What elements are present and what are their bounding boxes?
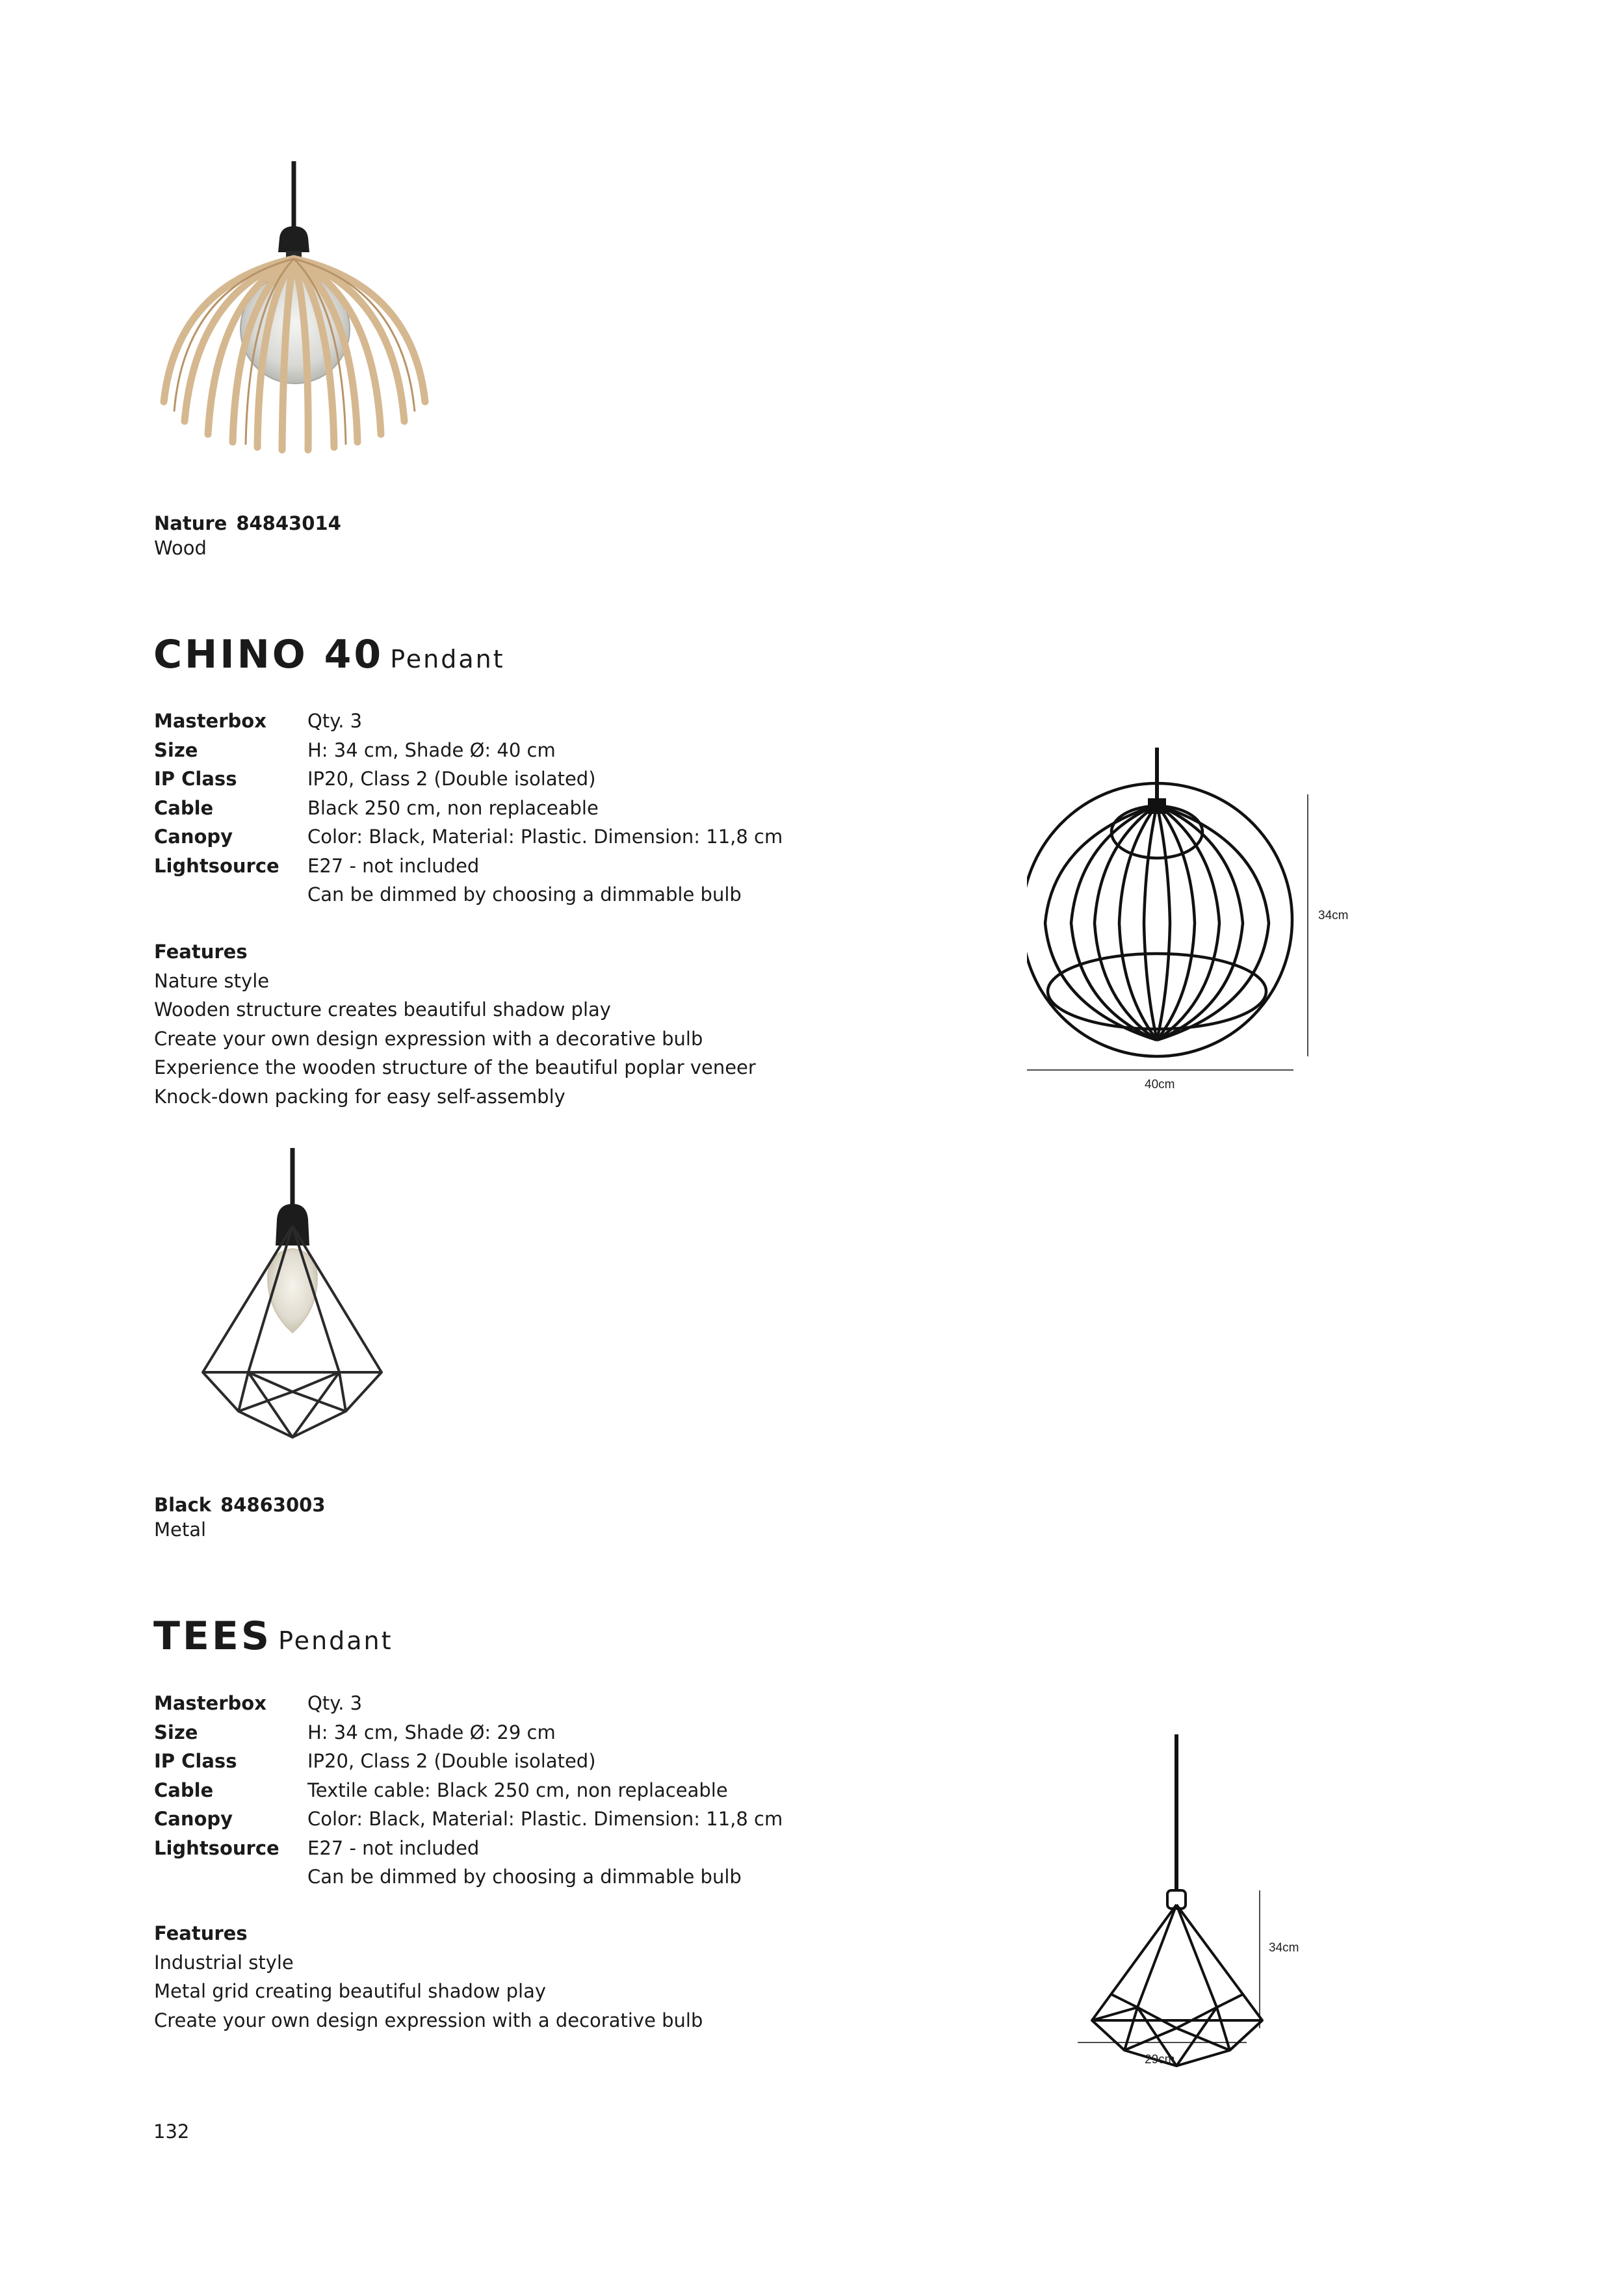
feature-item: Nature style (154, 969, 270, 992)
spec-row (154, 852, 804, 881)
chino-variant-caption (154, 511, 341, 560)
tees-variant-caption (154, 1493, 326, 1542)
tees-spec-table (154, 1689, 804, 1892)
tees-product-type: Pendant (278, 1626, 393, 1655)
spec-row (154, 1718, 804, 1747)
spec-label: Cable (154, 796, 214, 819)
features-heading: Features (154, 941, 248, 963)
spec-label: Cable (154, 1779, 214, 1801)
tees-height-label: 34cm (1269, 1941, 1299, 1955)
spec-row (154, 822, 804, 852)
spec-row (154, 1834, 804, 1863)
spec-value: Textile cable: Black 250 cm, non replaceable (307, 1779, 728, 1801)
spec-row (154, 1689, 804, 1718)
chino-variant-color: Nature (154, 512, 227, 534)
feature-item: Industrial style (154, 1951, 294, 1974)
spec-value: IP20, Class 2 (Double isolated) (307, 768, 596, 790)
spec-value: IP20, Class 2 (Double isolated) (307, 1750, 596, 1772)
tees-features (154, 1919, 804, 2035)
spec-row (154, 764, 804, 794)
spec-label: Lightsource (154, 854, 279, 877)
tees-product-photo (151, 1148, 437, 1460)
feature-item: Create your own design expression with a decorative bulb (154, 2009, 703, 2031)
spec-value: Color: Black, Material: Plastic. Dimension: 11,8 cm (307, 826, 783, 848)
spec-row (154, 1747, 804, 1776)
chino-height-label: 34cm (1318, 909, 1349, 922)
tees-width-label: 29cm (1145, 2053, 1175, 2067)
spec-label: Lightsource (154, 1836, 279, 1859)
spec-row (154, 707, 804, 736)
spec-label (154, 1862, 307, 1892)
tees-technical-drawing (1072, 1734, 1358, 2098)
chino-variant-material: Wood (154, 537, 207, 559)
spec-label: Masterbox (154, 710, 266, 732)
spec-value: Black 250 cm, non replaceable (307, 796, 599, 819)
spec-label: Size (154, 738, 198, 761)
chino-product-type: Pendant (390, 645, 505, 673)
tees-variant-code: 84863003 (220, 1494, 326, 1516)
spec-row (154, 736, 804, 765)
spec-value: Qty. 3 (307, 1692, 363, 1714)
spec-row (154, 1776, 804, 1805)
spec-label: Masterbox (154, 1692, 266, 1714)
spec-row (154, 794, 804, 823)
spec-value: E27 - not included (307, 854, 480, 877)
spec-row (154, 1805, 804, 1834)
spec-label: IP Class (154, 1750, 237, 1772)
feature-item: Metal grid creating beautiful shadow play (154, 1980, 547, 2002)
spec-row (154, 1862, 804, 1892)
page-number: 132 (153, 2120, 190, 2143)
chino-width-label: 40cm (1145, 1078, 1175, 1091)
spec-value: H: 34 cm, Shade Ø: 40 cm (307, 738, 556, 761)
chino-technical-drawing (1027, 748, 1391, 1112)
features-heading: Features (154, 1922, 248, 1944)
feature-item: Create your own design expression with a decorative bulb (154, 1027, 703, 1050)
tees-variant-material: Metal (154, 1519, 207, 1541)
feature-item: Experience the wooden structure of the beautiful poplar veneer (154, 1056, 756, 1078)
spec-value: Can be dimmed by choosing a dimmable bulb (307, 1866, 742, 1888)
spec-value: Qty. 3 (307, 710, 363, 732)
spec-label: Canopy (154, 1808, 233, 1830)
spec-row (154, 880, 804, 909)
spec-label: Canopy (154, 826, 233, 848)
chino-product-name: CHINO 40 (153, 632, 384, 677)
chino-variant-code: 84843014 (236, 512, 341, 534)
spec-value: H: 34 cm, Shade Ø: 29 cm (307, 1721, 556, 1743)
spec-value: Color: Black, Material: Plastic. Dimension: 11,8 cm (307, 1808, 783, 1830)
feature-item: Knock-down packing for easy self-assembly (154, 1085, 565, 1108)
chino-product-photo (151, 161, 437, 486)
spec-value: E27 - not included (307, 1836, 480, 1859)
chino-spec-table (154, 707, 804, 909)
feature-item: Wooden structure creates beautiful shadow play (154, 998, 611, 1021)
tees-title (153, 1613, 393, 1663)
chino-features (154, 937, 804, 1111)
chino-title (153, 632, 505, 682)
spec-label (154, 880, 307, 909)
tees-product-name: TEES (153, 1613, 272, 1659)
spec-label: IP Class (154, 768, 237, 790)
tees-variant-color: Black (154, 1494, 212, 1516)
spec-value: Can be dimmed by choosing a dimmable bulb (307, 883, 742, 906)
spec-label: Size (154, 1721, 198, 1743)
